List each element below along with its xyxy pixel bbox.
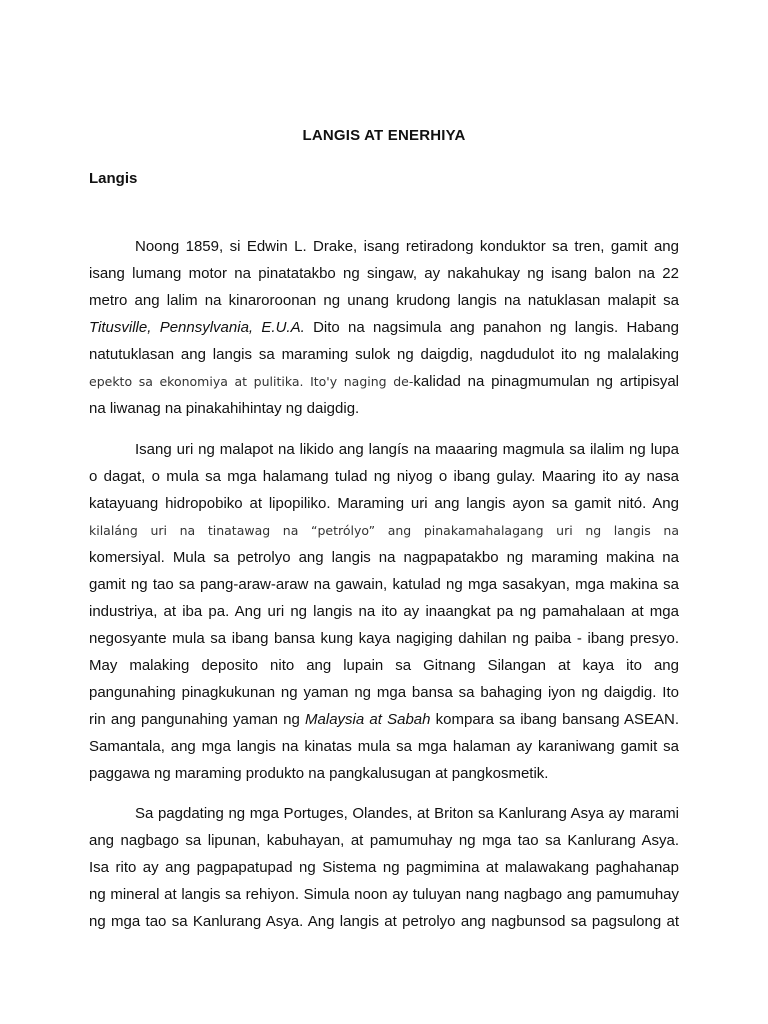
- paragraph-line: Isa rito ay ang pagpapatupad ng Sistema ng pagmimina at malawakang paghahanap: [89, 859, 679, 876]
- paragraph-line: natutuklasan ang langis sa maraming sulok ng daigdig, nagdudulot ito ng malalaking: [89, 346, 679, 363]
- place-name-italic: Titusville, Pennsylvania, E.U.A.: [89, 319, 305, 336]
- paragraph-line: o dagat, o mula sa mga halamang tulad ng niyog o ibang gulay. Maaring ito ay nasa: [89, 468, 679, 485]
- paragraph-line: pangunahing pinagkukunan ng yaman ng mga bansa sa bahaging iyon ng daigdig. Ito: [89, 684, 679, 701]
- section-heading: Langis: [89, 170, 138, 187]
- paragraph-line-rest: kalidad na pinagmumulan ng artipisyal: [413, 373, 679, 390]
- paragraph-line: negosyante mula sa ibang bansa kung kaya nagiging dahilan ng paiba - ibang presyo.: [89, 630, 679, 647]
- paragraph-line: gamit ng tao sa pang-araw-araw na gawain, katulad ng mga sasakyan, mga makina sa: [89, 576, 679, 593]
- paragraph-line: Isang uri ng malapot na likido ang langís na maaaring magmula sa ilalim ng lupa: [135, 441, 679, 458]
- paragraph-line-before: rin ang pangunahing yaman ng: [89, 711, 306, 728]
- place-name-italic: Malaysia at Sabah: [305, 711, 431, 728]
- paragraph-line: komersiyal. Mula sa petrolyo ang langis na nagpapatakbo ng maraming makina na: [89, 549, 679, 566]
- paragraph-line: Noong 1859, si Edwin L. Drake, isang retiradong konduktor sa tren, gamit ang: [135, 238, 679, 255]
- paragraph-line: Sa pagdating ng mga Portuges, Olandes, at Briton sa Kanlurang Asya ay marami: [135, 805, 679, 822]
- paragraph-2: [89, 436, 679, 787]
- paragraph-line: metro ang lalim na kinaroroonan ng unang krudong langis na natuklasan malapit sa: [89, 292, 679, 309]
- paragraph-line: ang nagbago sa lipunan, kabuhayan, at pamumuhay ng mga tao sa Kanlurang Asya.: [89, 832, 679, 849]
- paragraph-line-small: epekto sa ekonomiya at pulitika. Ito'y naging de-: [89, 374, 414, 389]
- paragraph-line: industriya, at iba pa. Ang uri ng langis na ito ay inaangkat pa ng pamahalaan at mga: [89, 603, 679, 620]
- paragraph-line: isang lumang motor na pinatatakbo ng singaw, ay nakahukay ng isang balon na 22: [89, 265, 679, 282]
- paragraph-line: [89, 314, 679, 341]
- paragraph-3: [89, 800, 679, 935]
- page-title: LANGIS AT ENERHIYA: [302, 127, 466, 144]
- paragraph-line: [89, 706, 679, 733]
- paragraph-line-rest: kompara sa ibang bansang ASEAN.: [430, 711, 679, 728]
- paragraph-line: paggawa ng maraming produkto na pangkalusugan at pangkosmetik.: [89, 765, 549, 782]
- paragraph-line: Samantala, ang mga langis na kinatas mula sa mga halaman ay karaniwang gamit sa: [89, 738, 679, 755]
- paragraph-line: May malaking deposito nito ang lupain sa Gitnang Silangan at kaya ito ang: [89, 657, 679, 674]
- paragraph-line: katayuang hidropobiko at lipopiliko. Maraming uri ang langis ayon sa gamit nitó. Ang: [89, 495, 679, 512]
- paragraph-line: ng mga tao sa Kanlurang Asya. Ang langis at petrolyo ang nagbunsod sa pagsulong at: [89, 913, 679, 930]
- paragraph-line: ng mineral at langis sa rehiyon. Simula noon ay tuluyan nang nagbago ang pamumuhay: [89, 886, 679, 903]
- paragraph-line: kilaláng uri na tinatawag na “petrólyo” ang pinakamahalagang uri ng langis na: [89, 523, 679, 538]
- paragraph-line-rest: Dito na nagsimula ang panahon ng langis. Habang: [304, 319, 679, 336]
- paragraph-1: [89, 233, 679, 422]
- paragraph-line: na liwanag na pinakahihintay ng daigdig.: [89, 400, 360, 417]
- paragraph-line: [89, 368, 679, 395]
